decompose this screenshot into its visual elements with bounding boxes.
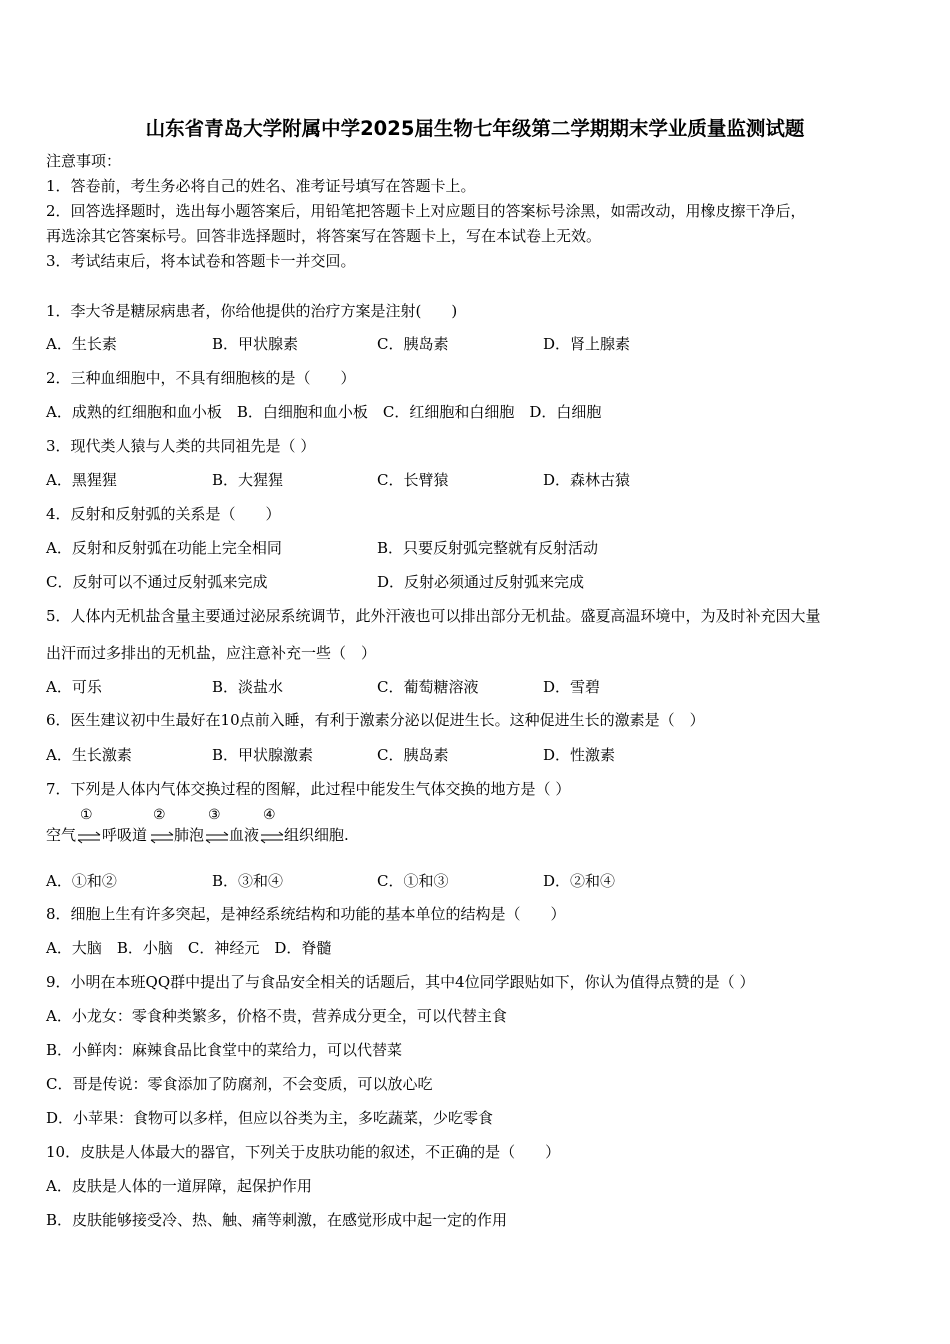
question-9-option-c: C．哥是传说：零食添加了防腐剂，不会变质，可以放心吃 [46,1075,433,1093]
question-3-option-b: B．大猩猩 [212,471,284,489]
question-8-options: A．大脑 B．小脑 C．神经元 D．脊髓 [46,939,332,957]
question-3-option-d: D．森林古猿 [543,471,631,489]
note-3: 3．考试结束后，将本试卷和答题卡一并交回。 [46,252,356,270]
note-2-line-2: 再选涂其它答案标号。回答非选择题时，将答案写在答题卡上，写在本试卷上无效。 [46,227,602,245]
question-5-option-a: A．可乐 [46,678,102,696]
question-6-option-a: A．生长激素 [46,746,132,764]
diagram-marker-4: ④ [263,807,276,823]
question-9-option-a: A．小龙女：零食种类繁多，价格不贵，营养成分更全，可以代替主食 [46,1007,507,1025]
gas-exchange-diagram [46,807,546,851]
question-4-option-b: B．只要反射弧完整就有反射活动 [377,539,599,557]
question-2-stem: 2．三种血细胞中，不具有细胞核的是（ ） [46,369,356,387]
diagram-marker-2: ② [153,807,166,823]
double-arrow-icon [260,831,284,845]
note-2-line-1: 2．回答选择题时，选出每小题答案后，用铅笔把答题卡上对应题目的答案标号涂黑，如需改动，用橡皮擦干净后， [46,202,806,220]
question-10-option-b: B．皮肤能够接受冷、热、触、痛等刺激，在感觉形成中起一定的作用 [46,1211,508,1229]
question-9-option-d: D．小苹果：食物可以多样，但应以谷类为主，多吃蔬菜，少吃零食 [46,1109,494,1127]
diagram-air: 空气 [46,826,77,844]
question-1-stem: 1．李大爷是糖尿病患者，你给他提供的治疗方案是注射( ) [46,302,458,320]
question-5-option-b: B．淡盐水 [212,678,284,696]
double-arrow-icon [205,831,229,845]
question-7-option-d: D．②和④ [543,872,616,890]
diagram-airway: 呼吸道 [102,826,148,844]
question-9-option-b: B．小鲜肉：麻辣食品比食堂中的菜给力，可以代替菜 [46,1041,403,1059]
exam-title: 山东省青岛大学附属中学2025届生物七年级第二学期期末学业质量监测试题 [145,117,805,140]
question-1-option-c: C．胰岛素 [377,335,449,353]
question-1-option-a: A．生长素 [46,335,117,353]
question-2-options: A．成熟的红细胞和血小板 B．白细胞和血小板 C．红细胞和白细胞 D．白细胞 [46,403,602,421]
question-7-option-a: A．①和② [46,872,117,890]
double-arrow-icon [150,831,174,845]
question-5-option-c: C．葡萄糖溶液 [377,678,479,696]
diagram-marker-3: ③ [208,807,221,823]
diagram-marker-1: ① [80,807,93,823]
question-7-stem: 7．下列是人体内气体交换过程的图解，此过程中能发生气体交换的地方是（ ） [46,780,571,798]
question-5-stem-line-2: 出汗而过多排出的无机盐，应注意补充一些（ ） [46,644,377,662]
question-6-option-d: D．性激素 [543,746,616,764]
diagram-alveoli: 肺泡 [174,826,205,844]
diagram-tissue-cells: 组织细胞. [284,826,349,844]
question-6-option-c: C．胰岛素 [377,746,449,764]
question-3-option-c: C．长臂猿 [377,471,449,489]
question-10-stem: 10．皮肤是人体最大的器官，下列关于皮肤功能的叙述，不正确的是（ ） [46,1143,561,1161]
question-4-option-d: D．反射必须通过反射弧来完成 [377,573,585,591]
question-7-option-b: B．③和④ [212,872,284,890]
question-8-stem: 8．细胞上生有许多突起，是神经系统结构和功能的基本单位的结构是（ ） [46,905,566,923]
question-6-option-b: B．甲状腺激素 [212,746,314,764]
question-4-option-a: A．反射和反射弧在功能上完全相同 [46,539,282,557]
question-1-option-b: B．甲状腺素 [212,335,299,353]
notes-heading: 注意事项： [46,152,122,170]
question-3-stem: 3．现代类人猿与人类的共同祖先是（ ） [46,437,316,455]
question-4-stem: 4．反射和反射弧的关系是（ ） [46,505,281,523]
question-4-option-c: C．反射可以不通过反射弧来完成 [46,573,268,591]
double-arrow-icon [77,831,101,845]
question-5-stem-line-1: 5．人体内无机盐含量主要通过泌尿系统调节，此外汗液也可以排出部分无机盐。盛夏高温环境中，为及时补充因大量 [46,607,821,625]
question-3-option-a: A．黑猩猩 [46,471,117,489]
note-1: 1．答卷前，考生务必将自己的姓名、准考证号填写在答题卡上。 [46,177,476,195]
question-10-option-a: A．皮肤是人体的一道屏障，起保护作用 [46,1177,312,1195]
question-9-stem: 9．小明在本班QQ群中提出了与食品安全相关的话题后，其中4位同学跟贴如下，你认为值得点赞的是（ ） [46,973,755,991]
diagram-blood: 血液 [229,826,260,844]
question-7-option-c: C．①和③ [377,872,449,890]
question-6-stem: 6．医生建议初中生最好在10点前入睡，有利于激素分泌以促进生长。这种促进生长的激素是（ ） [46,711,705,729]
question-1-option-d: D．肾上腺素 [543,335,631,353]
question-5-option-d: D．雪碧 [543,678,601,696]
